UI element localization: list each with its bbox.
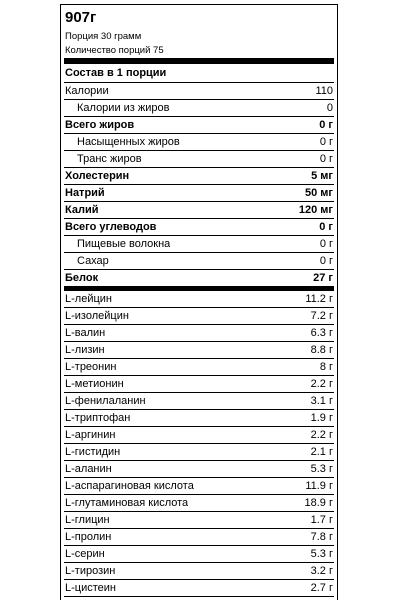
nutrient-row-value: 0 г [319,118,333,131]
nutrient-row-value: 0 г [319,152,333,165]
composition-heading-label: Состав в 1 порции [65,66,167,79]
nutrient-row-value: 50 мг [304,186,333,199]
nutrient-row-value: 5 мг [311,169,333,182]
amino-acid-row-label: L-метионин [65,377,124,390]
nutrient-row-label: Насыщенных жиров [77,135,180,148]
amino-acid-row [64,393,334,410]
amino-acid-row [64,359,334,376]
package-weight-title: 907г [65,9,97,26]
nutrient-row-label: Холестерин [65,169,130,182]
amino-acid-row [64,410,334,427]
servings-count-text: Количество порций 75 [65,45,164,56]
amino-acid-row-value: 3.1 г [310,394,333,407]
nutrient-row [64,117,334,134]
amino-acid-row-value: 6.3 г [310,326,333,339]
amino-acid-row-value: 7.8 г [310,530,333,543]
nutrient-row-value: 0 г [319,220,333,233]
amino-acid-row [64,291,334,308]
amino-acid-row-value: 5.3 г [310,547,333,560]
nutrient-row-label: Сахар [77,254,109,267]
amino-acid-row-value: 2.7 г [310,581,333,594]
amino-acid-row-label: L-цистеин [65,581,116,594]
amino-acid-row-label: L-серин [65,547,105,560]
amino-acid-row-value: 8.8 г [310,343,333,356]
nutrient-row-label: Пищевые волокна [77,237,171,250]
amino-acid-row [64,580,334,597]
nutrient-row-value: 0 г [319,135,333,148]
nutrient-row [64,270,334,287]
amino-acid-row-value: 18.9 г [304,496,333,509]
amino-acid-row [64,529,334,546]
amino-acid-row-label: L-аргинин [65,428,116,441]
nutrient-row [64,100,334,117]
amino-acid-row [64,427,334,444]
amino-acid-row-value: 5.3 г [310,462,333,475]
nutrient-row [64,236,334,253]
nutrition-facts-panel [60,4,338,600]
amino-acid-row-value: 1.7 г [310,513,333,526]
amino-acid-row-value: 2.2 г [310,377,333,390]
nutrient-row [64,219,334,236]
nutrient-row [64,134,334,151]
nutrient-row-label: Калории из жиров [77,101,170,114]
nutrient-row [64,253,334,270]
amino-acid-row-label: L-лизин [65,343,105,356]
amino-acid-row [64,342,334,359]
nutrients-list [64,83,334,287]
amino-acid-row-label: L-гистидин [65,445,121,458]
amino-acid-row-label: L-фенилаланин [65,394,146,407]
amino-acid-row-label: L-триптофан [65,411,131,424]
amino-acid-row-label: L-изолейцин [65,309,129,322]
serving-size-text: Порция 30 грамм [65,31,142,42]
nutrient-row-label: Всего жиров [65,118,135,131]
amino-acid-row [64,444,334,461]
nutrient-row [64,168,334,185]
nutrient-row [64,151,334,168]
amino-acid-row [64,376,334,393]
amino-acids-list [64,291,334,597]
amino-acid-row-value: 1.9 г [310,411,333,424]
amino-acid-row-label: L-глицин [65,513,110,526]
amino-acid-row-label: L-лейцин [65,292,112,305]
amino-acid-row-label: L-треонин [65,360,117,373]
amino-acid-row-value: 8 г [319,360,333,373]
nutrient-row-label: Белок [65,271,99,284]
amino-acid-row-label: L-глутаминовая кислота [65,496,189,509]
nutrient-row-label: Калории [65,84,109,97]
amino-acid-row-value: 11.9 г [305,479,333,492]
amino-acid-row-label: L-пролин [65,530,112,543]
amino-acid-row [64,325,334,342]
nutrient-row [64,83,334,100]
nutrient-row-value: 120 мг [298,203,333,216]
amino-acid-row [64,478,334,495]
amino-acid-row-label: L-аспарагиновая кислота [65,479,194,492]
nutrient-row [64,185,334,202]
nutrient-row [64,202,334,219]
nutrient-row-value: 0 [326,101,333,114]
amino-acid-row [64,308,334,325]
amino-acid-row-value: 11.2 г [305,292,333,305]
nutrient-row-label: Всего углеводов [65,220,157,233]
amino-acid-row-value: 2.1 г [310,445,333,458]
nutrient-row-label: Транс жиров [77,152,142,165]
amino-acid-row-label: L-тирозин [65,564,116,577]
amino-acid-row [64,546,334,563]
nutrient-row-value: 27 г [313,271,333,284]
amino-acid-row-label: L-аланин [65,462,112,475]
amino-acid-row-value: 2.2 г [310,428,333,441]
nutrient-row-value: 110 [315,84,333,97]
amino-acid-row-label: L-валин [65,326,106,339]
nutrient-row-value: 0 г [319,237,333,250]
amino-acid-row-value: 7.2 г [310,309,333,322]
nutrient-row-label: Калий [65,203,99,216]
amino-acid-row [64,495,334,512]
composition-heading [64,64,334,83]
nutrient-row-value: 0 г [319,254,333,267]
nutrient-row-label: Натрий [65,186,105,199]
amino-acid-row-value: 3.2 г [310,564,333,577]
amino-acid-row [64,461,334,478]
amino-acid-row [64,512,334,529]
amino-acid-row [64,563,334,580]
